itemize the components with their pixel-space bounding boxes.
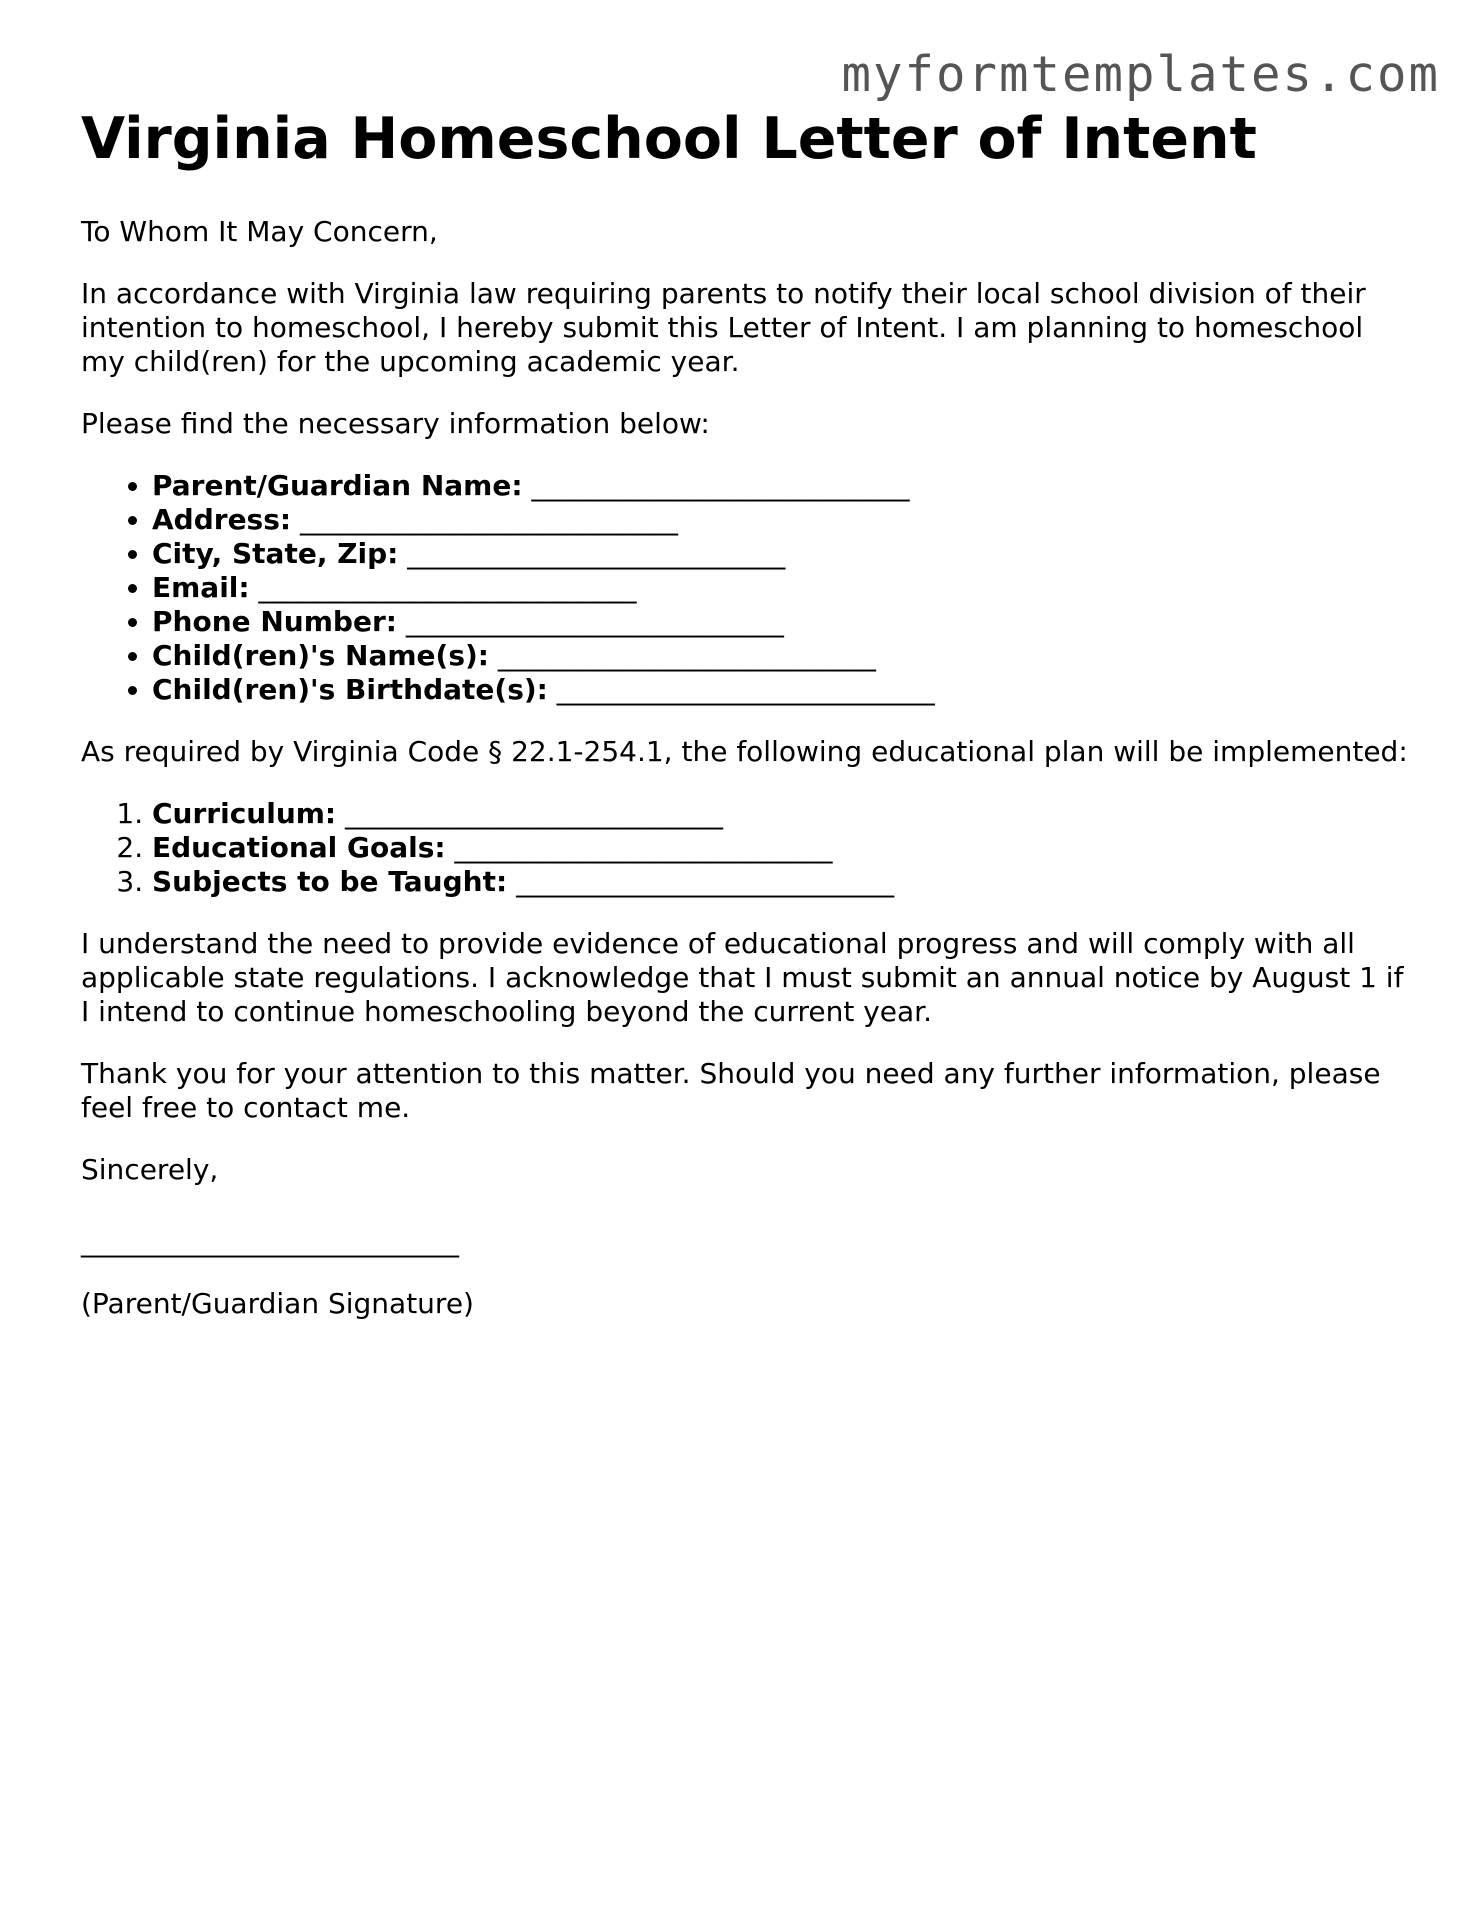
- field-blank[interactable]: ___________________________: [556, 673, 935, 707]
- field-blank[interactable]: ___________________________: [300, 503, 678, 537]
- field-blank[interactable]: ___________________________: [407, 537, 786, 571]
- field-label: Educational Goals:: [152, 831, 446, 865]
- field-blank[interactable]: ___________________________: [454, 831, 833, 865]
- plan-field-goals: [152, 831, 1411, 865]
- field-label: Child(ren)'s Name(s):: [152, 639, 489, 673]
- info-field-child-birthdates: [152, 673, 1411, 707]
- info-field-city-state-zip: [152, 537, 1411, 571]
- signature-caption: (Parent/Guardian Signature): [81, 1287, 474, 1321]
- plan-intro: As required by Virginia Code § 22.1-254.1, the following educational plan will be implemented:: [81, 735, 1408, 769]
- intro-paragraph: In accordance with Virginia law requiring parents to notify their local school division of their intention to homeschool, I hereby submit this Letter of Intent. I am planning to homeschool my child(ren) for the upcoming academic year.: [81, 277, 1366, 379]
- info-field-address: [152, 503, 1411, 537]
- field-label: Address:: [152, 503, 292, 537]
- info-field-child-names: [152, 639, 1411, 673]
- field-label: Subjects to be Taught:: [152, 865, 508, 899]
- field-label: Email:: [152, 571, 250, 605]
- field-label: Parent/Guardian Name:: [152, 469, 523, 503]
- info-field-phone: [152, 605, 1411, 639]
- plan-field-list: [81, 797, 1411, 899]
- greeting: To Whom It May Concern,: [81, 215, 438, 249]
- info-field-list: [81, 469, 1411, 707]
- field-label: Curriculum:: [152, 797, 337, 831]
- field-label: Phone Number:: [152, 605, 397, 639]
- field-blank[interactable]: ___________________________: [405, 605, 784, 639]
- compliance-paragraph: I understand the need to provide evidence of educational progress and will comply with all applicable state regulations. I acknowledge that I must submit an annual notice by August 1 if I intend to continue homeschooling beyond the current year.: [81, 927, 1404, 1029]
- info-prompt: Please find the necessary information below:: [81, 407, 710, 441]
- field-blank[interactable]: ___________________________: [531, 469, 910, 503]
- field-label: Child(ren)'s Birthdate(s):: [152, 673, 548, 707]
- field-blank[interactable]: ___________________________: [258, 571, 637, 605]
- watermark-text: myformtemplates.com: [841, 46, 1440, 103]
- letter-document: [81, 105, 1411, 1349]
- field-label: City, State, Zip:: [152, 537, 399, 571]
- info-field-email: [152, 571, 1411, 605]
- field-blank[interactable]: ___________________________: [345, 797, 724, 831]
- plan-field-curriculum: [152, 797, 1411, 831]
- page-title: Virginia Homeschool Letter of Intent: [81, 106, 1257, 172]
- field-blank[interactable]: ___________________________: [497, 639, 876, 673]
- signature-line[interactable]: ___________________________: [81, 1225, 459, 1259]
- info-field-parent-name: [152, 469, 1411, 503]
- plan-field-subjects: [152, 865, 1411, 899]
- closing: Sincerely,: [81, 1153, 219, 1187]
- field-blank[interactable]: ___________________________: [516, 865, 895, 899]
- thanks-paragraph: Thank you for your attention to this matter. Should you need any further information, please feel free to contact me.: [81, 1057, 1381, 1125]
